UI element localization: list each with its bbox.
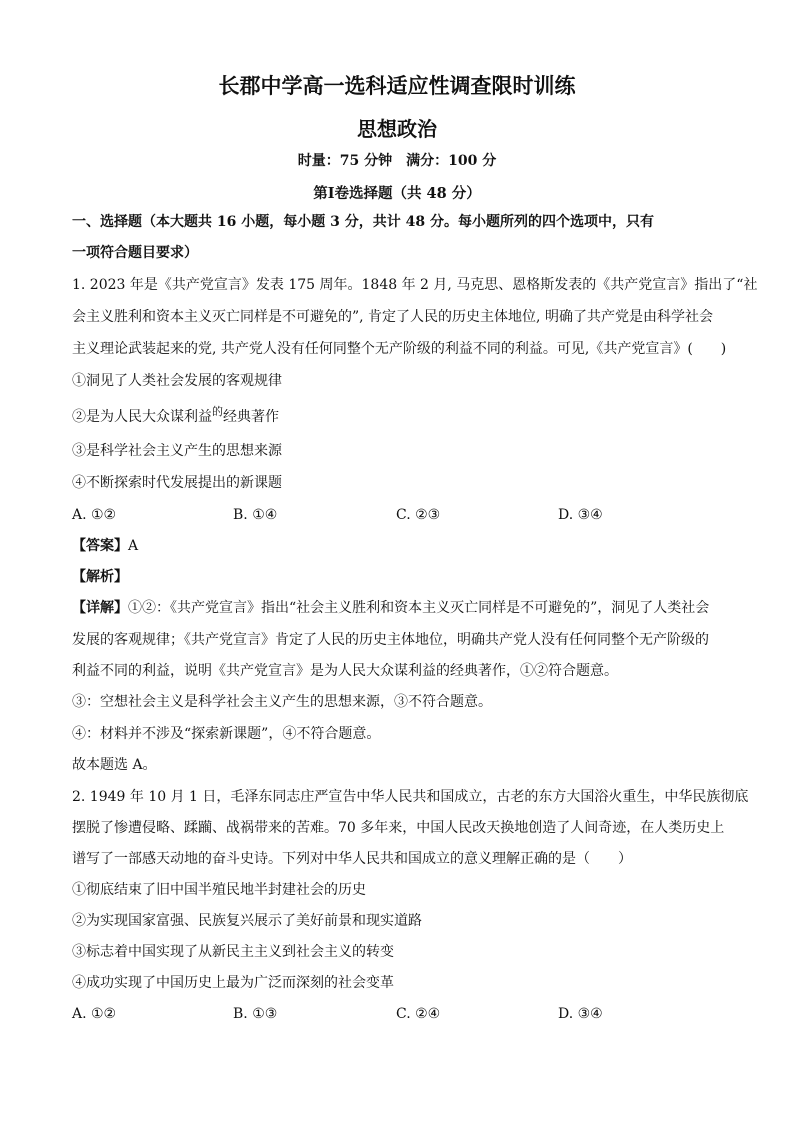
q1-detail-line-2: 发展的客观规律；《共产党宣言》肯定了人民的历史主体地位，明确共产党人没有任何同整个无产阶级的 — [72, 632, 709, 648]
section-title: 第Ⅰ卷选择题（共 48 分） — [313, 185, 481, 202]
q2-option-d: D. ③④ — [558, 1006, 603, 1022]
q1-option-a: A. ①② — [72, 507, 117, 523]
exam-meta: 时量：75 分钟 满分：100 分 — [297, 153, 497, 169]
q1-stem-line-2: 会主义胜利和资本主义灭亡同样是不可避免的”, 肯定了人民的历史主体地位, 明确了共产党是由科学社会 — [72, 309, 713, 325]
q1-stem-line-3: 主义理论武装起来的党, 共产党人没有任何同整个无产阶级的利益不同的利益。可见,《共产党宣言》( ) — [72, 341, 727, 357]
instructions-line-2: 一项符合题目要求） — [72, 245, 198, 261]
q1-item-2-part-c: 经典著作 — [223, 409, 279, 425]
q2-option-b: B. ①③ — [233, 1006, 278, 1022]
q2-option-a: A. ①② — [72, 1006, 117, 1022]
q1-option-c: C. ②③ — [396, 507, 441, 523]
analysis-label: 【解析】 — [72, 569, 128, 585]
exam-title: 长郡中学高一选科适应性调查限时训练 — [218, 73, 576, 98]
q1-stem-line-1: 1. 2023 年是《共产党宣言》发表 175 周年。1848 年 2 月, 马克思、恩格斯发表的《共产党宣言》指出了“社 — [72, 277, 758, 293]
q2-stem-line-3: 谱写了一部感天动地的奋斗史诗。下列对中华人民共和国成立的意义理解正确的是（ ） — [72, 851, 632, 867]
detail-text: ①②：《共产党宣言》指出“社会主义胜利和资本主义灭亡同样是不可避免的”，洞见了人类社会 — [128, 600, 710, 616]
q1-detail-line-1 — [72, 598, 732, 618]
q2-option-c: C. ②④ — [396, 1006, 441, 1022]
q2-item-1: ①彻底结束了旧中国半殖民地半封建社会的历史 — [72, 882, 366, 898]
q1-item-2-part-a: ②是为人民大众谋利益 — [72, 409, 212, 425]
instructions-line-1: 一、选择题（本大题共 16 小题，每小题 3 分，共计 48 分。每小题所列的四个选项中，只有 — [72, 214, 654, 230]
detail-label: 【详解】 — [72, 600, 128, 616]
q1-detail-line-3: 利益不同的利益，说明《共产党宣言》是为人民大众谋利益的经典著作，①②符合题意。 — [72, 663, 618, 679]
answer-label: 【答案】 — [72, 538, 128, 554]
q2-item-2: ②为实现国家富强、民族复兴展示了美好前景和现实道路 — [72, 913, 422, 929]
q1-option-b: B. ①④ — [233, 507, 278, 523]
subject-title: 思想政治 — [357, 117, 437, 141]
q1-item-1: ①洞见了人类社会发展的客观规律 — [72, 373, 282, 389]
q1-item-2-part-b: 的 — [212, 405, 223, 418]
q1-option-d: D. ③④ — [558, 507, 603, 523]
q2-stem-line-1: 2. 1949 年 10 月 1 日，毛泽东同志庄严宣告中华人民共和国成立，古老的东方大国浴火重生，中华民族彻底 — [72, 789, 749, 805]
answer-value: A — [128, 538, 139, 554]
q1-detail-line-6: 故本题选 A。 — [72, 757, 157, 773]
q1-item-4: ④不断探索时代发展提出的新课题 — [72, 475, 282, 491]
q2-item-4: ④成功实现了中国历史上最为广泛而深刻的社会变革 — [72, 975, 394, 991]
q1-detail-line-5: ④：材料并不涉及“探索新课题”，④不符合题意。 — [72, 726, 381, 742]
q1-item-2 — [72, 407, 732, 428]
q1-detail-line-4: ③：空想社会主义是科学社会主义产生的思想来源，③不符合题意。 — [72, 694, 492, 710]
q1-item-3: ③是科学社会主义产生的思想来源 — [72, 443, 282, 459]
q2-item-3: ③标志着中国实现了从新民主主义到社会主义的转变 — [72, 944, 394, 960]
q1-answer — [72, 536, 732, 556]
q2-stem-line-2: 摆脱了惨遭侵略、蹂躏、战祸带来的苦难。70 多年来，中国人民改天换地创造了人间奇迹，在人类历史上 — [72, 820, 725, 836]
